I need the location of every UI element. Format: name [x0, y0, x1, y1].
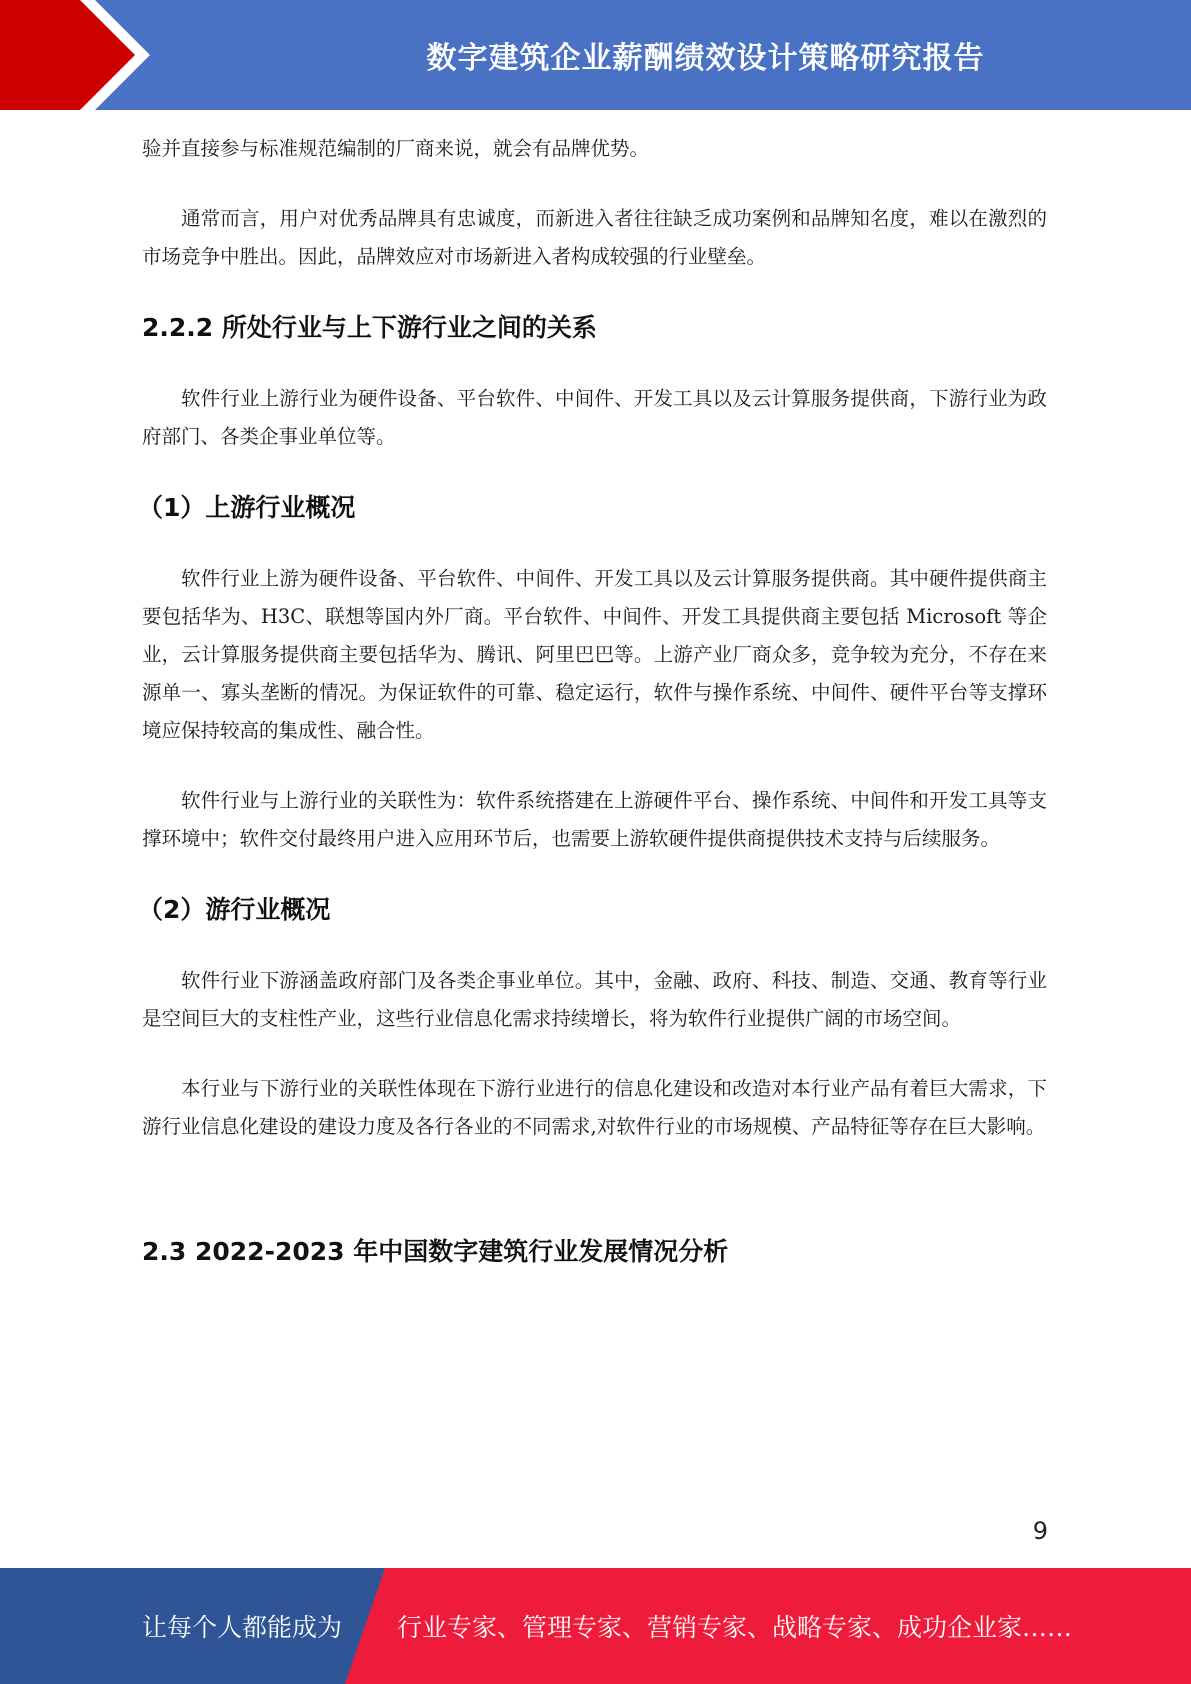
section-heading-development-analysis: 2.3 2022-2023 年中国数字建筑行业发展情况分析 — [142, 1237, 729, 1266]
page-number: 9 — [1032, 1517, 1048, 1545]
section-heading-industry-relations: 2.2.2 所处行业与上下游行业之间的关系 — [142, 313, 597, 342]
paragraph-downstream-relation: 本行业与下游行业的关联性体现在下游行业进行的信息化建设和改造对本行业产品有着巨大需求，下游行业信息化建设的建设力度及各行各业的不同需求,对软件行业的市场规模、产品特征等存在巨大影响。 — [142, 1077, 1047, 1138]
report-title: 数字建筑企业薪酬绩效设计策略研究报告 — [426, 41, 985, 76]
subheading-downstream: （2）游行业概况 — [138, 895, 331, 924]
subheading-upstream: （1）上游行业概况 — [138, 493, 356, 522]
paragraph-brand-loyalty: 通常而言，用户对优秀品牌具有忠诚度，而新进入者往往缺乏成功案例和品牌知名度，难以在激烈的市场竞争中胜出。因此，品牌效应对市场新进入者构成较强的行业壁垒。 — [142, 207, 1047, 268]
page-content — [138, 130, 1047, 1304]
footer-slogan-right: 行业专家、管理专家、营销专家、战略专家、成功企业家…… — [397, 1613, 1073, 1642]
paragraph-upstream-overview: 软件行业上游为硬件设备、平台软件、中间件、开发工具以及云计算服务提供商。其中硬件提供商主要包括华为、H3C、联想等国内外厂商。平台软件、中间件、开发工具提供商主要包括 Microsoft 等企业，云计算服务提供商主要包括华为、腾讯、阿里巴巴等。上游产业厂商众多，竞争较为充分，不存在来源单一、寡头垄断的情况。为保证软件的可靠、稳定运行，软件与操作系统、中间件、硬件平台等支撑环境应保持较高的集成性、融合性。 — [142, 567, 1047, 742]
page-header — [0, 0, 1191, 110]
section-spacer — [142, 1178, 1047, 1232]
paragraph-downstream-overview: 软件行业下游涵盖政府部门及各类企事业单位。其中，金融、政府、科技、制造、交通、教育等行业是空间巨大的支柱性产业，这些行业信息化需求持续增长，将为软件行业提供广阔的市场空间。 — [142, 969, 1047, 1030]
footer-slogan-left: 让每个人都能成为 — [142, 1613, 343, 1642]
paragraph-brand-advantage: 验并直接参与标准规范编制的厂商来说，就会有品牌优势。 — [142, 137, 650, 160]
header-arrow-decoration — [0, 0, 160, 110]
paragraph-upstream-downstream: 软件行业上游行业为硬件设备、平台软件、中间件、开发工具以及云计算服务提供商，下游行业为政府部门、各类企事业单位等。 — [142, 387, 1047, 448]
paragraph-upstream-relation: 软件行业与上游行业的关联性为：软件系统搭建在上游硬件平台、操作系统、中间件和开发工具等支撑环境中；软件交付最终用户进入应用环节后，也需要上游软硬件提供商提供技术支持与后续服务。 — [142, 789, 1047, 850]
page-footer — [0, 1568, 1191, 1684]
